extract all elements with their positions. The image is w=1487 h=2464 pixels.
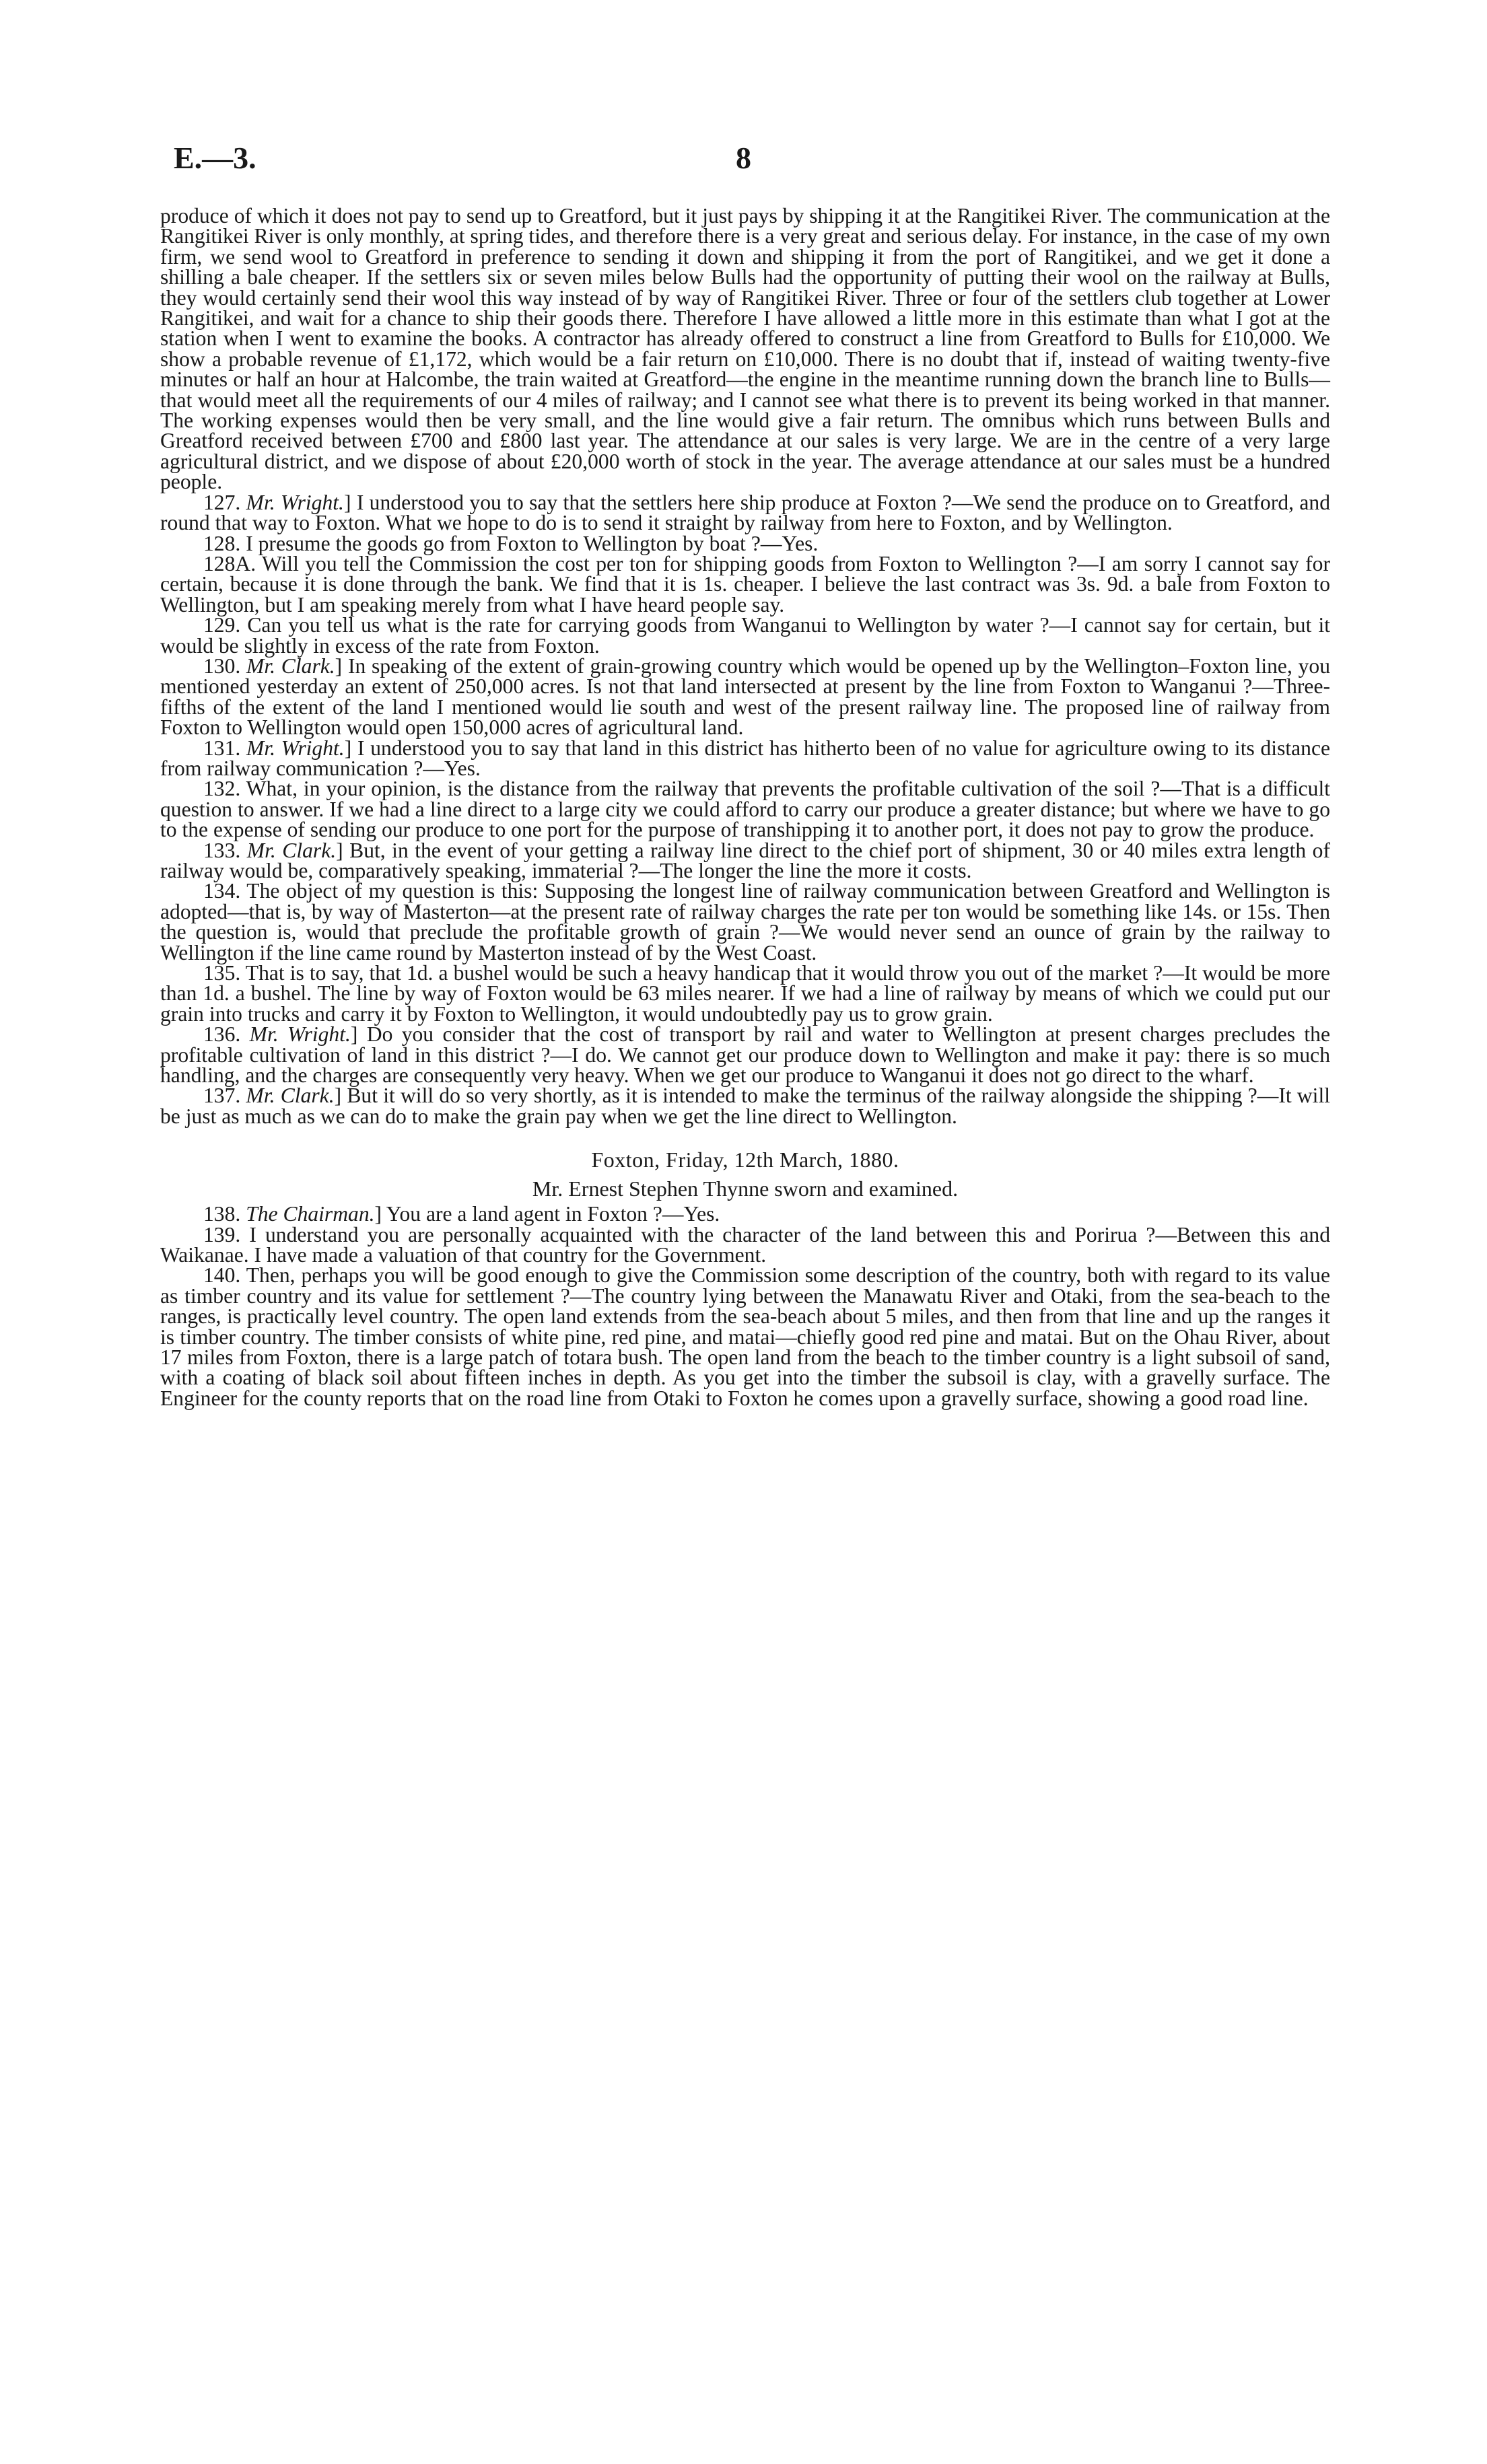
paragraph-text: But, in the event of your getting a railway line direct to the chief port of shipment, 30 or 40 miles extra length of railway would be, comparatively speaking, immaterial ?—The longer the line the more it costs. — [160, 838, 1330, 882]
question-136: 136. Mr. Wright.] Do you consider that the cost of transport by rail and water to Wellington at present charges precludes the profitable cultivation of land in this district ?—I do. We cannot get our produce down to Wellington and make it pay: there is so much handling, and the charges are consequently very heavy. When we get our produce to Wanganui it does not go direct to the wharf. — [160, 1022, 1330, 1088]
question-139 — [160, 1222, 1330, 1267]
paragraph-text: produce of which it does not pay to send up to Greatford, but it just pays by shipping it at the Rangitikei River. The communication at the Rangitikei River is only monthly, at spring tides, and therefore there is a very great and serious delay. For instance, in the case of my own firm, we send wool to Greatford in preference to sending it down and shipping it from the port of Rangitikei, and we get it done a shilling a bale cheaper. If the settlers six or seven miles below Bulls had the opportunity of putting their wool on the railway at Bulls, they would certainly send their wool this way instead of by way of Rangitikei River. Three or four of the settlers club together at Lower Rangitikei, and wait for a chance to ship their goods there. Therefore I have allowed a little more in this estimate than what I got at the station when I went to examine the books. A contractor has already offered to construct a line from Greatford to Bulls for £10,000. We show a probable revenue of £1,172, which would be a fair return on £10,000. There is no doubt that if, instead of waiting twenty-five minutes or half an hour at Halcombe, the train waited at Greatford—the engine in the meantime running down the branch line to Bulls—that would meet all the requirements of our 4 miles of railway; and I cannot see what there is to prevent its being worked in that manner. The working expenses would then be very small, and the line would give a fair return. The omnibus which runs between Bulls and Greatford received between £700 and £800 last year. The attendance at our sales is very large. We are in the centre of a very large agricultural district, and we dispose of about £20,000 worth of stock in the year. The average attendance at our sales must be a hundred people. — [160, 204, 1330, 494]
document-reference: E.—3. — [174, 141, 256, 175]
section-heading: Foxton, Friday, 12th March, 1880. — [591, 1148, 899, 1172]
question-138: 138. The Chairman.] You are a land agent in Foxton ?—Yes. — [203, 1202, 720, 1226]
paragraph-text: I understand you are personally acquainted with the character of the land between this and Porirua ?—Between this and Waikanae. I have made a valuation of that country for the Government. — [160, 1222, 1330, 1267]
question-number: 128. — [203, 531, 241, 555]
question-number: 127. — [203, 490, 241, 514]
question-135 — [160, 963, 1330, 1024]
question-number: 131. — [203, 736, 241, 760]
page-header — [174, 140, 1313, 187]
question-number: 130. — [203, 654, 241, 678]
question-number: 140. — [203, 1263, 241, 1288]
question-140 — [160, 1265, 1330, 1409]
paragraph-text: I presume the goods go from Foxton to Wellington by boat ?—Yes. — [246, 531, 819, 555]
speaker: Mr. Clark. — [246, 1084, 335, 1108]
paragraph-text: I understood you to say that the settlers here ship produce at Foxton ?—We send the produce on to Greatford, and round that way to Foxton. What we hope to do is to send it straight by railway from here to Foxton, and by Wellington. — [160, 490, 1331, 535]
question-number: 136. — [203, 1022, 241, 1047]
question-number: 134. — [203, 879, 241, 903]
question-128a — [160, 551, 1331, 617]
paragraph-text: I understood you to say that land in this district has hitherto been of no value for agriculture owing to its distance from railway communication ?—Yes. — [160, 736, 1331, 780]
question-number: 138. — [203, 1202, 241, 1226]
question-number: 137. — [203, 1084, 241, 1108]
question-number: 135. — [203, 961, 241, 985]
page-body — [160, 206, 1330, 1409]
question-number: 129. — [203, 613, 241, 637]
paragraph-text: Do you consider that the cost of transport by rail and water to Wellington at present charges precludes the profitable cultivation of land in this district ?—I do. We cannot get our produce down to Wellington and make it pay: there is so much handling, and the charges are consequently very heavy. When we get our produce to Wanganui it does not go direct to the wharf. — [160, 1022, 1330, 1088]
question-128 — [160, 531, 1330, 555]
paragraph-text: What, in your opinion, is the distance from the railway that prevents the profitable cultivation of the soil ?—That is a difficult question to answer. If we had a line direct to a large city we could afford to carry our produce a greater distance; but where we have to go to the expense of sending our produce to one port for the purpose of transhipping it to another port, it does not pay to grow the produce. — [160, 777, 1330, 842]
speaker: Mr. Wright. — [249, 1022, 351, 1047]
speaker: The Chairman. — [246, 1202, 375, 1226]
speaker: Mr. Clark. — [246, 654, 335, 678]
paragraph-text: Then, perhaps you will be good enough to give the Commission some description of the country, both with regard to its value as timber country and its value for settlement ?—The country lying between the Manawatu River and Otaki, from the sea-beach to the ranges, is practically level country. The open land extends from the sea-beach about 5 miles, and then from that line and up the ranges it is timber country. The timber consists of white pine, red pine, and matai—chiefly good red pine and matai. But on the Ohau River, about 17 miles from Foxton, there is a large patch of totara bush. The open land from the beach to the timber country is a light subsoil of sand, with a coating of black soil about fifteen inches in depth. As you get into the timber the subsoil is clay, with a gravelly surface. The Engineer for the county reports that on the road line from Otaki to Foxton he comes upon a gravelly surface, showing a good road line. — [160, 1263, 1331, 1410]
witness-heading: Mr. Ernest Stephen Thynne sworn and examined. — [532, 1176, 959, 1201]
paragraph-text: Will you tell the Commission the cost per ton for shipping goods from Foxton to Wellington ?—I am sorry I cannot say for certain, because it is done through the bank. We find that it is 1s. cheaper. I believe the last contract was 3s. 9d. a bale from Foxton to Wellington, but I am speaking merely from what I have heard people say. — [160, 551, 1331, 617]
question-134 — [160, 881, 1330, 963]
question-133: 133. Mr. Clark.] But, in the event of your getting a railway line direct to the chief port of shipment, 30 or 40 miles extra length of railway would be, comparatively speaking, immaterial ?—The longer the line the more it costs. — [160, 838, 1330, 882]
question-number: 133. — [203, 838, 241, 862]
paragraph-text: That is to say, that 1d. a bushel would be such a heavy handicap that it would throw you out of the market ?—It would be more than 1d. a bushel. The line by way of Foxton would be 63 miles nearer. If we had a line of railway by means of which we could put our grain into trucks and carry it by Foxton to Wellington, it would undoubtedly pay us to grow grain. — [160, 961, 1331, 1026]
paragraph-text: In speaking of the extent of grain-growing country which would be opened up by the Wellington–Foxton line, you mentioned yesterday an extent of 250,000 acres. Is not that land intersected at present by the line from Foxton to Wanganui ?—Three-fifths of the extent of the land I mentioned would lie south and west of the present railway line. The proposed line of railway from Foxton to Wellington would open 150,000 acres of agricultural land. — [160, 654, 1330, 740]
question-137: 137. Mr. Clark.] But it will do so very shortly, as it is intended to make the terminus of the railway alongside the shipping ?—It will be just as much as we can do to make the grain pay when we get the line direct to Wellington. — [160, 1084, 1330, 1128]
question-130: 130. Mr. Clark.] In speaking of the extent of grain-growing country which would be opened up by the Wellington–Foxton line, you mentioned yesterday an extent of 250,000 acres. Is not that land intersected at present by the line from Foxton to Wanganui ?—Three-fifths of the extent of the land I mentioned would lie south and west of the present railway line. The proposed line of railway from Foxton to Wellington would open 150,000 acres of agricultural land. — [160, 654, 1330, 740]
page-number: 8 — [736, 141, 751, 175]
speaker: Mr. Wright. — [246, 736, 345, 760]
speaker: Mr. Wright. — [246, 490, 344, 514]
question-127: 127. Mr. Wright.] I understood you to say that the settlers here ship produce at Foxton ?—We send the produce on to Greatford, and round that way to Foxton. What we hope to do is to send it straight by railway from here to Foxton, and by Wellington. — [160, 490, 1331, 535]
question-number: 139. — [203, 1222, 241, 1246]
question-132 — [160, 779, 1330, 840]
paragraph-text: But it will do so very shortly, as it is intended to make the terminus of the railway alongside the shipping ?—It will be just as much as we can do to make the grain pay when we get the line direct to Wellington. — [160, 1084, 1330, 1128]
question-131: 131. Mr. Wright.] I understood you to say that land in this district has hitherto been of no value for agriculture owing to its distance from railway communication ?—Yes. — [160, 736, 1331, 780]
question-129 — [160, 615, 1330, 656]
question-number: 132. — [203, 777, 241, 801]
speaker: Mr. Clark. — [246, 838, 337, 862]
question-number: 128A. — [203, 551, 256, 575]
paragraph-text: The object of my question is this: Supposing the longest line of railway communication between Greatford and Wellington is adopted—that is, by way of Masterton—at the present rate of railway charges the rate per ton would be something like 14s. or 15s. Then the question is, would that preclude the profitable growth of grain ?—We would never send an ounce of grain by the railway to Wellington if the line came round by Masterton instead of by the West Coast. — [160, 879, 1331, 964]
paragraph-text: You are a land agent in Foxton ?—Yes. — [386, 1202, 720, 1226]
paragraph-text: Can you tell us what is the rate for carrying goods from Wanganui to Wellington by water ?—I cannot say for certain, but it would be slightly in excess of the rate from Foxton. — [160, 613, 1330, 658]
continuation-paragraph — [160, 206, 1330, 493]
